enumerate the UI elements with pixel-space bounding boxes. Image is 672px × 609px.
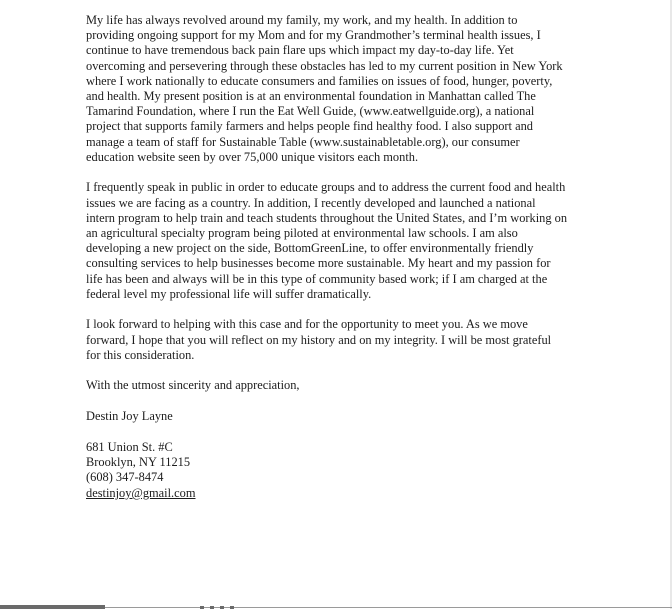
letter-body [86,13,576,501]
signature-name: Destin Joy Layne [86,409,173,424]
scan-bottom-artifact [0,601,672,609]
paragraph-1-line-9: manage a team of staff for Sustainable Table (www.sustainabletable.org), our consumer [86,134,520,149]
paragraph-3-line-3: for this consideration. [86,347,195,362]
paragraph-3 [86,317,576,363]
paragraph-1-line-2: providing ongoing support for my Mom and for my Grandmother’s terminal health issues, I [86,28,541,43]
signature-paragraph [86,409,576,424]
address-phone: (608) 347-8474 [86,470,164,485]
scan-dark-strip [0,605,105,609]
paragraph-3-line-1: I look forward to helping with this case and for the opportunity to meet you. As we move [86,317,528,332]
paragraph-1 [86,13,576,165]
paragraph-2-line-3: intern program to help train and teach students throughout the United States, and I’m working on [86,210,568,225]
paragraph-1-line-6: and health. My present position is at an environmental foundation in Manhattan called The [86,89,536,104]
closing-line: With the utmost sincerity and appreciation, [86,378,300,393]
scan-rule-line [105,607,672,608]
paragraph-2-line-8: federal level my professional life will suffer dramatically. [86,286,372,301]
paragraph-2-line-6: consulting services to help businesses become more sustainable. My heart and my passion for [86,256,551,271]
paragraph-1-line-10: education website seen by over 75,000 unique visitors each month. [86,149,419,164]
paragraph-1-line-4: overcoming and persevering through these obstacles has led to my current position in New York [86,58,563,73]
paragraph-2-line-1: I frequently speak in public in order to educate groups and to address the current food and health [86,180,566,195]
paragraph-1-line-1: My life has always revolved around my family, my work, and my health. In addition to [86,13,518,27]
address-city: Brooklyn, NY 11215 [86,455,191,470]
paragraph-2 [86,180,576,302]
paragraph-1-line-3: continue to have tremendous back pain flare ups which impact my day-to-day life. Yet [86,43,514,58]
address-block [86,440,576,502]
paragraph-2-line-7: life has been and always will be in this type of community based work; if I am charged at the [86,271,548,286]
paragraph-2-line-2: issues we are facing as a country. In addition, I recently developed and launched a national [86,195,536,210]
closing-paragraph [86,378,576,393]
paragraph-1-line-7: Tamarind Foundation, where I run the Eat Well Guide, (www.eatwellguide.org), a national [86,104,535,119]
address-street: 681 Union St. #C [86,439,173,454]
paragraph-2-line-5: developing a new project on the side, BottomGreenLine, to offer environmentally friendly [86,241,534,256]
paragraph-3-line-2: forward, I hope that you will reflect on my history and on my integrity. I will be most grateful [86,332,552,347]
paragraph-1-line-8: project that supports family farmers and helps people find healthy food. I also support and [86,119,533,134]
paragraph-2-line-4: an agricultural specialty program being piloted at environmental law schools. I am also [86,226,518,241]
address-email-link[interactable]: destinjoy@gmail.com [86,485,196,500]
paragraph-1-line-5: where I work nationally to educate consumers and families on issues of food, hunger, poverty, [86,73,553,88]
